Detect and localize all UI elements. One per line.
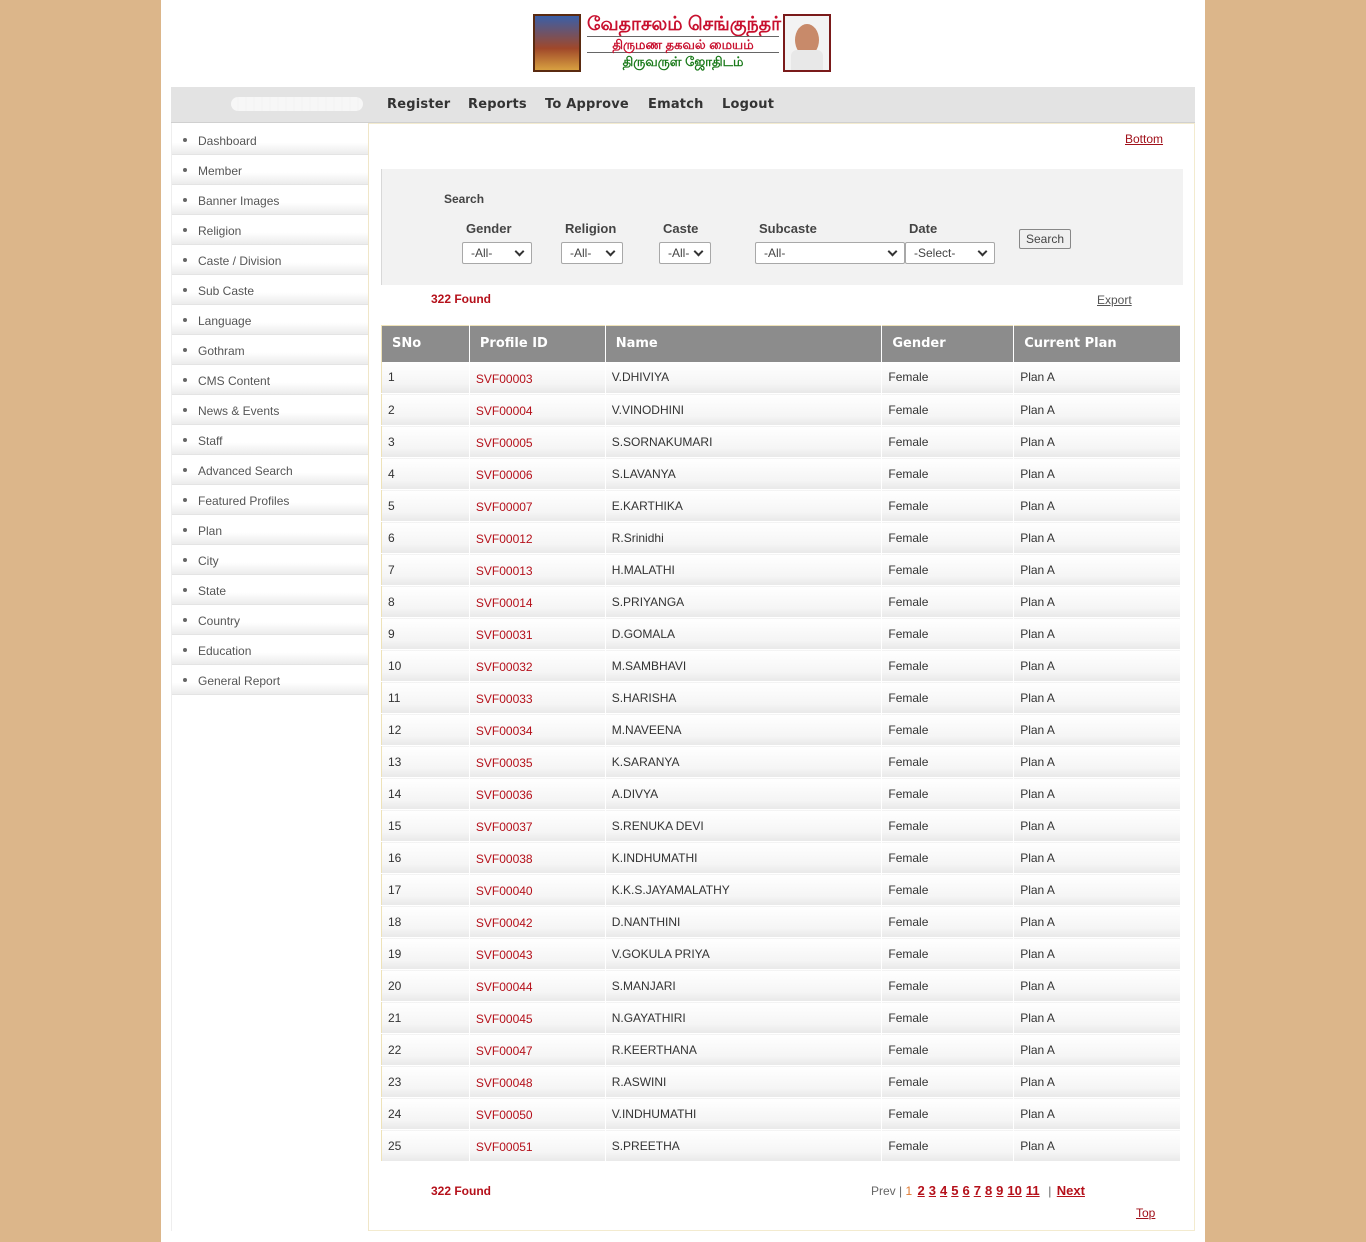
profile-id-link[interactable]: SVF00006 [469,458,605,490]
table-row [382,1066,1181,1098]
pager-page-link[interactable]: 7 [973,1183,981,1198]
chevron-down-icon [694,247,704,257]
table-row [382,906,1181,938]
table-row [382,458,1181,490]
name-cell: D.GOMALA [605,618,882,650]
sidebar-item-staff[interactable] [172,425,368,455]
sidebar-item-member[interactable] [172,155,368,185]
pager-separator: | [1048,1184,1052,1198]
name-cell: V.VINODHINI [605,394,882,426]
plan-cell: Plan A [1014,586,1181,618]
table-row [382,714,1181,746]
name-cell: R.ASWINI [605,1066,882,1098]
sidebar-item-label: Gothram [198,344,245,358]
religion-select[interactable] [561,242,623,264]
export-link[interactable]: Export [1097,293,1132,307]
sidebar [171,123,369,1231]
caste-select-value: -All- [668,246,690,260]
bullet-icon [183,438,187,442]
chevron-down-icon [888,247,898,257]
date-select-value: -Select- [914,246,956,260]
column-header-gender: Gender [882,326,1014,362]
pager-next[interactable]: Next [1056,1183,1085,1198]
nav-reports[interactable]: Reports [468,97,527,112]
sno-cell: 22 [382,1034,470,1066]
gender-cell: Female [882,1066,1014,1098]
gender-cell: Female [882,362,1014,394]
plan-cell: Plan A [1014,938,1181,970]
bullet-icon [183,378,187,382]
column-header-name: Name [605,326,882,362]
sidebar-item-state[interactable] [172,575,368,605]
search-panel [381,169,1183,285]
deity-image [533,14,581,72]
sidebar-item-label: Caste / Division [198,254,282,268]
profile-id-link[interactable]: SVF00033 [469,682,605,714]
sno-cell: 23 [382,1066,470,1098]
bullet-icon [183,168,187,172]
table-row [382,1098,1181,1130]
sidebar-item-education[interactable] [172,635,368,665]
sidebar-item-label: General Report [198,674,281,688]
sidebar-item-label: Education [198,644,252,658]
table-row [382,1130,1181,1162]
plan-cell: Plan A [1014,714,1181,746]
gender-cell: Female [882,426,1014,458]
search-button[interactable]: Search [1019,229,1071,249]
profile-id-link[interactable]: SVF00003 [469,362,605,394]
pager-prev: Prev [871,1184,896,1198]
gender-cell: Female [882,682,1014,714]
profile-id-link[interactable]: SVF00040 [469,874,605,906]
nav-register[interactable]: Register [387,97,451,112]
bullet-icon [183,138,187,142]
table-row [382,778,1181,810]
profile-id-link[interactable]: SVF00038 [469,842,605,874]
logo-tagline: திருவருள் ஜோதிடம் [622,54,744,69]
sidebar-item-country[interactable] [172,605,368,635]
sidebar-item-featured-profiles[interactable] [172,485,368,515]
name-cell: N.GAYATHIRI [605,1002,882,1034]
bullet-icon [183,348,187,352]
bullet-icon [183,198,187,202]
sno-cell: 16 [382,842,470,874]
sno-cell: 2 [382,394,470,426]
plan-cell: Plan A [1014,458,1181,490]
name-cell: V.INDHUMATHI [605,1098,882,1130]
bottom-link[interactable]: Bottom [1125,132,1164,146]
sidebar-item-cms-content[interactable] [172,365,368,395]
gender-cell: Female [882,1034,1014,1066]
sidebar-item-label: News & Events [198,404,280,418]
name-cell: S.PREETHA [605,1130,882,1162]
chevron-down-icon [978,247,988,257]
sno-cell: 14 [382,778,470,810]
gender-cell: Female [882,714,1014,746]
gender-cell: Female [882,586,1014,618]
plan-cell: Plan A [1014,746,1181,778]
sidebar-item-advanced-search[interactable] [172,455,368,485]
sidebar-item-label: Staff [198,434,223,448]
table-row [382,938,1181,970]
table-row [382,682,1181,714]
plan-cell: Plan A [1014,906,1181,938]
profile-id-link[interactable]: SVF00043 [469,938,605,970]
table-row [382,970,1181,1002]
logo-title: வேதாசலம் செங்குந்தர் [587,14,782,35]
sno-cell: 8 [382,586,470,618]
plan-cell: Plan A [1014,522,1181,554]
name-cell: K.K.S.JAYAMALATHY [605,874,882,906]
bullet-icon [183,498,187,502]
plan-cell: Plan A [1014,618,1181,650]
sidebar-item-label: Banner Images [198,194,280,208]
sidebar-item-language[interactable] [172,305,368,335]
gender-cell: Female [882,490,1014,522]
profile-id-link[interactable]: SVF00035 [469,746,605,778]
table-row [382,1034,1181,1066]
profile-id-link[interactable]: SVF00014 [469,586,605,618]
column-header-current-plan: Current Plan [1014,326,1181,362]
profile-id-link[interactable]: SVF00032 [469,650,605,682]
plan-cell: Plan A [1014,682,1181,714]
caste-label: Caste [663,221,699,236]
sidebar-item-label: Sub Caste [198,284,255,298]
name-cell: K.SARANYA [605,746,882,778]
pager-page-link[interactable]: 11 [1025,1183,1040,1198]
table-row [382,554,1181,586]
pager-page-link[interactable]: 4 [940,1183,948,1198]
sno-cell: 21 [382,1002,470,1034]
name-cell: H.MALATHI [605,554,882,586]
user-id-redacted [231,97,363,111]
profile-id-link[interactable]: SVF00044 [469,970,605,1002]
name-cell: K.INDHUMATHI [605,842,882,874]
bullet-icon [183,468,187,472]
plan-cell: Plan A [1014,394,1181,426]
gender-cell: Female [882,522,1014,554]
sidebar-item-news-events[interactable] [172,395,368,425]
name-cell: S.PRIYANGA [605,586,882,618]
profile-id-link[interactable]: SVF00005 [469,426,605,458]
logo-subtitle: திருமண தகவல் மையம் [587,36,779,53]
gender-cell: Female [882,458,1014,490]
sidebar-item-label: Religion [198,224,242,238]
name-cell: D.NANTHINI [605,906,882,938]
sno-cell: 24 [382,1098,470,1130]
top-link[interactable]: Top [1136,1206,1156,1220]
sidebar-item-label: Country [198,614,241,628]
profile-id-link[interactable]: SVF00034 [469,714,605,746]
plan-cell: Plan A [1014,1002,1181,1034]
sno-cell: 13 [382,746,470,778]
sno-cell: 3 [382,426,470,458]
pager-page-link[interactable]: 3 [928,1183,936,1198]
gender-label: Gender [466,221,512,236]
table-header-row [382,326,1181,362]
sidebar-item-banner-images[interactable] [172,185,368,215]
bullet-icon [183,288,187,292]
sidebar-item-dashboard[interactable] [172,125,368,155]
table-row [382,362,1181,394]
bullet-icon [183,558,187,562]
bullet-icon [183,588,187,592]
table-row [382,810,1181,842]
sno-cell: 19 [382,938,470,970]
sidebar-item-label: Advanced Search [198,464,293,478]
pager-page-link[interactable]: 5 [951,1183,959,1198]
gender-cell: Female [882,554,1014,586]
date-label: Date [909,221,938,236]
pagination [871,1183,1087,1198]
profile-id-link[interactable]: SVF00036 [469,778,605,810]
gender-cell: Female [882,394,1014,426]
results-count-top: 322 Found [431,292,492,306]
nav-logout[interactable]: Logout [722,97,775,112]
pager-page-link[interactable]: 10 [1007,1183,1022,1198]
sno-cell: 25 [382,1130,470,1162]
sno-cell: 4 [382,458,470,490]
profile-id-link[interactable]: SVF00050 [469,1098,605,1130]
name-cell: V.DHIVIYA [605,362,882,394]
subcaste-select[interactable] [755,242,905,264]
top-navigation [171,87,1195,123]
gender-cell: Female [882,1130,1014,1162]
name-cell: S.HARISHA [605,682,882,714]
profile-id-link[interactable]: SVF00048 [469,1066,605,1098]
name-cell: A.DIVYA [605,778,882,810]
profile-id-link[interactable]: SVF00012 [469,522,605,554]
caste-select[interactable] [659,242,711,264]
bullet-icon [183,258,187,262]
column-header-profile-id: Profile ID [469,326,605,362]
plan-cell: Plan A [1014,362,1181,394]
sno-cell: 20 [382,970,470,1002]
plan-cell: Plan A [1014,810,1181,842]
sno-cell: 11 [382,682,470,714]
sno-cell: 10 [382,650,470,682]
name-cell: R.Srinidhi [605,522,882,554]
gender-cell: Female [882,746,1014,778]
sno-cell: 7 [382,554,470,586]
name-cell: S.RENUKA DEVI [605,810,882,842]
gender-cell: Female [882,874,1014,906]
gender-select[interactable] [462,242,532,264]
profile-id-link[interactable]: SVF00042 [469,906,605,938]
name-cell: R.KEERTHANA [605,1034,882,1066]
pager-page-link[interactable]: 2 [917,1183,925,1198]
pager-current-page: 1 [905,1184,913,1198]
sidebar-menu [172,123,368,695]
table-row [382,650,1181,682]
table-row [382,586,1181,618]
name-cell: M.NAVEENA [605,714,882,746]
sidebar-item-general-report[interactable] [172,665,368,695]
results-table-body [382,362,1181,1162]
bullet-icon [183,318,187,322]
nav-to-approve[interactable]: To Approve [545,97,629,112]
pager-page-link[interactable]: 8 [984,1183,993,1198]
profile-id-link[interactable]: SVF00007 [469,490,605,522]
chevron-down-icon [606,247,616,257]
bullet-icon [183,678,187,682]
plan-cell: Plan A [1014,874,1181,906]
name-cell: V.GOKULA PRIYA [605,938,882,970]
sidebar-item-city[interactable] [172,545,368,575]
name-cell: M.SAMBHAVI [605,650,882,682]
gender-cell: Female [882,842,1014,874]
page-container [161,0,1205,1242]
table-row [382,394,1181,426]
sidebar-item-plan[interactable] [172,515,368,545]
main-content [369,123,1195,1231]
plan-cell: Plan A [1014,1130,1181,1162]
sno-cell: 18 [382,906,470,938]
table-row [382,618,1181,650]
sidebar-item-label: Featured Profiles [198,494,290,508]
sidebar-item-label: Language [198,314,252,328]
column-header-sno: SNo [382,326,470,362]
bullet-icon [183,528,187,532]
sno-cell: 17 [382,874,470,906]
name-cell: S.MANJARI [605,970,882,1002]
bullet-icon [183,618,187,622]
sno-cell: 5 [382,490,470,522]
gender-cell: Female [882,650,1014,682]
sidebar-item-religion[interactable] [172,215,368,245]
sidebar-item-label: City [198,554,219,568]
table-row [382,522,1181,554]
sno-cell: 12 [382,714,470,746]
sidebar-item-label: Dashboard [198,134,257,148]
plan-cell: Plan A [1014,1098,1181,1130]
religion-label: Religion [565,221,617,236]
plan-cell: Plan A [1014,1034,1181,1066]
profile-id-link[interactable]: SVF00013 [469,554,605,586]
site-logo[interactable] [533,14,833,74]
name-cell: E.KARTHIKA [605,490,882,522]
gender-cell: Female [882,618,1014,650]
sidebar-item-sub-caste[interactable] [172,275,368,305]
results-table [381,325,1181,1162]
plan-cell: Plan A [1014,778,1181,810]
search-title: Search [444,192,485,206]
plan-cell: Plan A [1014,490,1181,522]
chevron-down-icon [515,247,525,257]
profile-id-link[interactable]: SVF00045 [469,1002,605,1034]
plan-cell: Plan A [1014,842,1181,874]
subcaste-select-value: -All- [764,246,786,260]
plan-cell: Plan A [1014,650,1181,682]
plan-cell: Plan A [1014,970,1181,1002]
bullet-icon [183,228,187,232]
gender-cell: Female [882,970,1014,1002]
sno-cell: 15 [382,810,470,842]
bullet-icon [183,648,187,652]
results-count-bottom: 322 Found [431,1184,492,1198]
gender-select-value: -All- [471,246,493,260]
gender-cell: Female [882,938,1014,970]
pager-page-links [916,1184,1042,1198]
bullet-icon [183,408,187,412]
plan-cell: Plan A [1014,554,1181,586]
table-row [382,874,1181,906]
plan-cell: Plan A [1014,426,1181,458]
founder-photo [783,14,831,72]
table-row [382,490,1181,522]
plan-cell: Plan A [1014,1066,1181,1098]
sidebar-item-gothram[interactable] [172,335,368,365]
table-row [382,842,1181,874]
sno-cell: 6 [382,522,470,554]
sno-cell: 9 [382,618,470,650]
gender-cell: Female [882,1002,1014,1034]
table-row [382,746,1181,778]
profile-id-link[interactable]: SVF00051 [469,1130,605,1162]
date-select[interactable] [905,242,995,264]
name-cell: S.LAVANYA [605,458,882,490]
sidebar-item-label: Plan [198,524,223,538]
profile-id-link[interactable]: SVF00037 [469,810,605,842]
name-cell: S.SORNAKUMARI [605,426,882,458]
table-row [382,426,1181,458]
gender-cell: Female [882,810,1014,842]
gender-cell: Female [882,1098,1014,1130]
pager-page-link[interactable]: 6 [962,1183,970,1198]
profile-id-link[interactable]: SVF00031 [469,618,605,650]
gender-cell: Female [882,778,1014,810]
nav-ematch[interactable]: Ematch [648,97,704,112]
table-row [382,1002,1181,1034]
gender-cell: Female [882,906,1014,938]
religion-select-value: -All- [570,246,592,260]
profile-id-link[interactable]: SVF00047 [469,1034,605,1066]
subcaste-label: Subcaste [759,221,817,236]
sidebar-item-label: State [198,584,227,598]
profile-id-link[interactable]: SVF00004 [469,394,605,426]
sno-cell: 1 [382,362,470,394]
sidebar-item-label: CMS Content [198,374,271,388]
pager-separator: | [899,1184,903,1198]
pager-page-link[interactable]: 9 [996,1183,1004,1198]
sidebar-item-caste-division[interactable] [172,245,368,275]
sidebar-item-label: Member [198,164,243,178]
